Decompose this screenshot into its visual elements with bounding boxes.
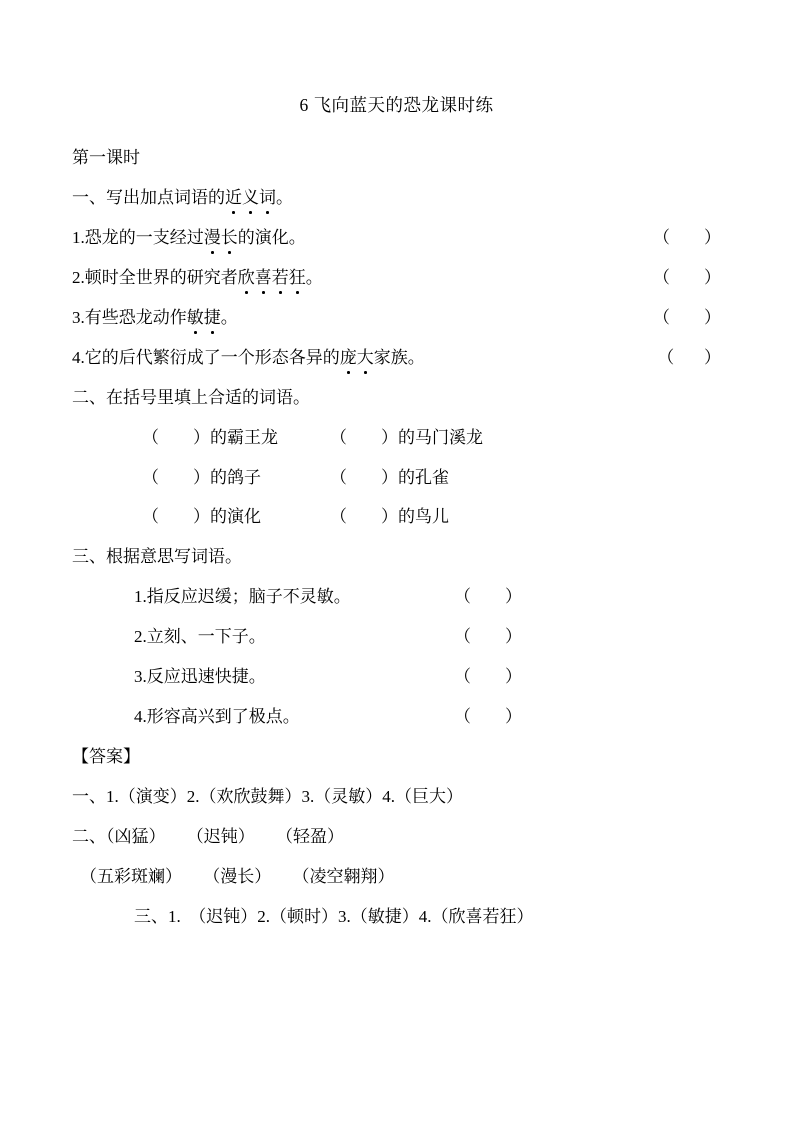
section-1-heading xyxy=(72,187,721,210)
answers-heading: 【答案】 xyxy=(72,747,140,767)
section-2-heading: 二、在括号里填上合适的词语。 xyxy=(72,387,310,407)
question-text-after: 家族。 xyxy=(373,347,425,367)
definition-text: 4.形容高兴到了极点。 xyxy=(134,707,300,727)
fill-blank-row xyxy=(142,427,721,450)
question-number: 1. xyxy=(72,227,85,247)
question-text-after: 。 xyxy=(220,307,238,327)
question-emphasis: 欣喜若狂 xyxy=(238,267,306,290)
answer-blank[interactable]: （ ） xyxy=(454,627,522,647)
question-emphasis: 庞大 xyxy=(340,347,374,370)
answer-blank[interactable]: （ ） xyxy=(657,347,721,367)
question-row xyxy=(72,227,721,250)
fill-blank-left[interactable]: （ ）的鸽子 xyxy=(142,467,261,487)
fill-blank-row xyxy=(142,506,721,529)
answer-line: 一、1.（演变）2.（欢欣鼓舞）3.（灵敏）4.（巨大） xyxy=(72,787,463,806)
answer-line: （五彩斑斓） （漫长） （凌空翱翔） xyxy=(80,866,395,886)
question-number: 3. xyxy=(72,307,85,327)
question-row xyxy=(72,347,721,370)
definition-text: 1.指反应迟缓；脑子不灵敏。 xyxy=(134,587,351,607)
question-row xyxy=(72,307,721,330)
definition-row xyxy=(134,666,721,689)
question-emphasis: 敏捷 xyxy=(187,307,221,330)
question-text-after: 。 xyxy=(305,267,323,287)
question-number: 2. xyxy=(72,267,85,287)
section-1-heading-emphasis: 近义词 xyxy=(225,188,276,207)
answer-line: 三、1. （迟钝）2.（顿时）3.（敏捷）4.（欣喜若狂） xyxy=(134,906,534,926)
fill-blank-row xyxy=(142,467,721,490)
question-number: 4. xyxy=(72,347,85,367)
lesson-label: 第一课时 xyxy=(72,148,140,167)
fill-blank-left[interactable]: （ ）的演化 xyxy=(142,507,261,527)
fill-blank-left[interactable]: （ ）的霸王龙 xyxy=(142,427,278,447)
fill-blank-right[interactable]: （ ）的孔雀 xyxy=(330,467,449,487)
answer-blank[interactable]: （ ） xyxy=(454,587,522,607)
question-text-before: 顿时全世界的研究者 xyxy=(84,267,238,287)
definition-row xyxy=(134,626,721,649)
answer-line: 二、（凶猛） （迟钝） （轻盈） xyxy=(72,826,344,846)
answer-blank[interactable]: （ ） xyxy=(653,307,721,327)
answer-blank[interactable]: （ ） xyxy=(653,267,721,287)
answer-blank[interactable]: （ ） xyxy=(653,227,721,247)
question-emphasis: 漫长 xyxy=(204,227,238,250)
definition-text: 3.反应迅速快捷。 xyxy=(134,667,266,687)
fill-blank-right[interactable]: （ ）的鸟儿 xyxy=(330,507,449,527)
definition-row xyxy=(134,706,721,729)
question-text-before: 它的后代繁衍成了一个形态各异的 xyxy=(84,347,340,367)
section-1-heading-suffix: 。 xyxy=(276,187,293,207)
question-text-before: 有些恐龙动作 xyxy=(84,307,187,327)
question-row xyxy=(72,267,721,290)
definition-row xyxy=(134,586,721,609)
page-title: 6 飞向蓝天的恐龙课时练 xyxy=(299,95,494,115)
question-text-after: 的演化。 xyxy=(237,227,306,247)
section-3-heading: 三、根据意思写词语。 xyxy=(72,547,242,567)
answer-blank[interactable]: （ ） xyxy=(454,707,522,727)
answer-blank[interactable]: （ ） xyxy=(454,667,522,687)
section-1-heading-prefix: 一、写出加点词语的 xyxy=(72,187,225,207)
fill-blank-right[interactable]: （ ）的马门溪龙 xyxy=(330,427,483,447)
definition-text: 2.立刻、一下子。 xyxy=(134,627,266,647)
question-text-before: 恐龙的一支经过 xyxy=(84,227,204,247)
